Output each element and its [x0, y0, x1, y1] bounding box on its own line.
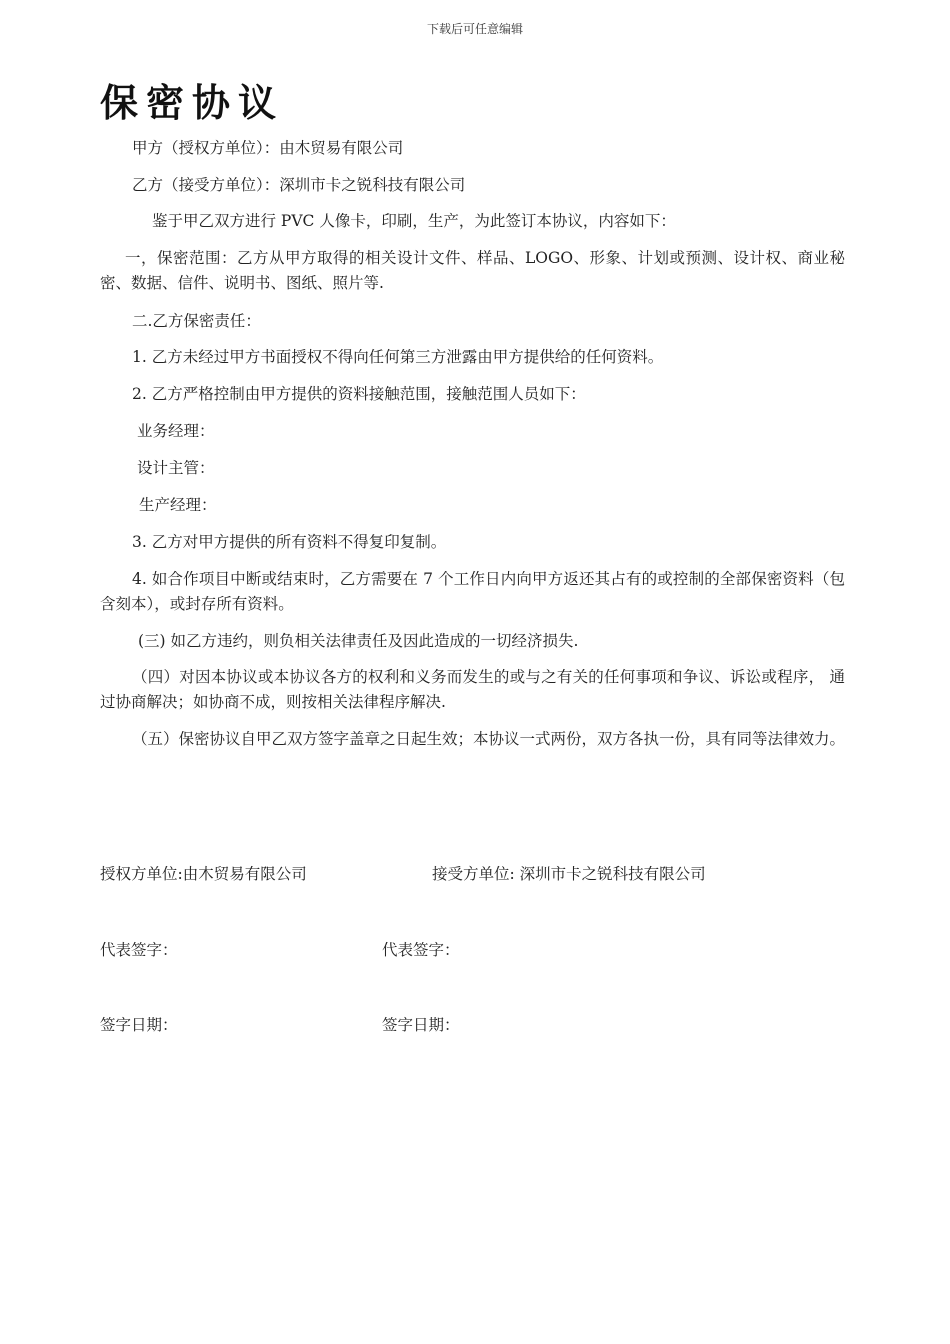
preamble: 鉴于甲乙双方进行 PVC 人像卡，印刷，生产，为此签订本协议，内容如下： [152, 212, 676, 230]
clause-2-item-3: 3. 乙方对甲方提供的所有资料不得复印复制。 [132, 533, 447, 551]
clause-4: （四）对因本协议或本协议各方的权利和义务而发生的或与之有关的任何事项和争议、诉讼或程序， 通过协商解决；如协商不成，则按相关法律程序解决. [100, 668, 845, 711]
clause-5: （五）保密协议自甲乙双方签字盖章之日起生效；本协议一式两份，双方各执一份，具有同等法律效力。 [132, 730, 846, 748]
role-production-manager: 生产经理： [139, 496, 217, 514]
document-title: 保密协议 [100, 81, 285, 125]
rep-signature-right: 代表签字： [382, 941, 460, 959]
role-business-manager: 业务经理： [137, 422, 215, 440]
signature-licensor: 授权方单位:由木贸易有限公司 [100, 865, 307, 883]
party-b-line: 乙方（接受方单位）：深圳市卡之锐科技有限公司 [132, 176, 466, 194]
signature-licensee: 接受方单位: 深圳市卡之锐科技有限公司 [432, 865, 706, 883]
clause-2-item-1: 1. 乙方未经过甲方书面授权不得向任何第三方泄露由甲方提供给的任何资料。 [132, 348, 664, 366]
header-note: 下载后可任意编辑 [426, 22, 523, 36]
rep-signature-left: 代表签字： [100, 941, 178, 959]
role-design-lead: 设计主管： [137, 459, 215, 477]
signature-date-right: 签字日期： [382, 1016, 460, 1034]
clause-2-item-2: 2. 乙方严格控制由甲方提供的资料接触范围，接触范围人员如下： [132, 385, 586, 403]
signature-date-left: 签字日期： [100, 1016, 178, 1034]
party-a-line: 甲方（授权方单位）：由木贸易有限公司 [132, 139, 404, 157]
clause-3: (三) 如乙方违约，则负相关法律责任及因此造成的一切经济损失. [138, 632, 579, 650]
clause-2-item-4: 4. 如合作项目中断或结束时，乙方需要在 7 个工作日内向甲方返还其占有的或控制的全部保密资料（包含刻本），或封存所有资料。 [100, 570, 845, 613]
clause-1-scope: 一，保密范围：乙方从甲方取得的相关设计文件、样品、LOGO、形象、计划或预测、设计权、商业秘密、数据、信件、说明书、图纸、照片等. [100, 249, 845, 292]
clause-2-heading: 二.乙方保密责任： [132, 312, 261, 330]
